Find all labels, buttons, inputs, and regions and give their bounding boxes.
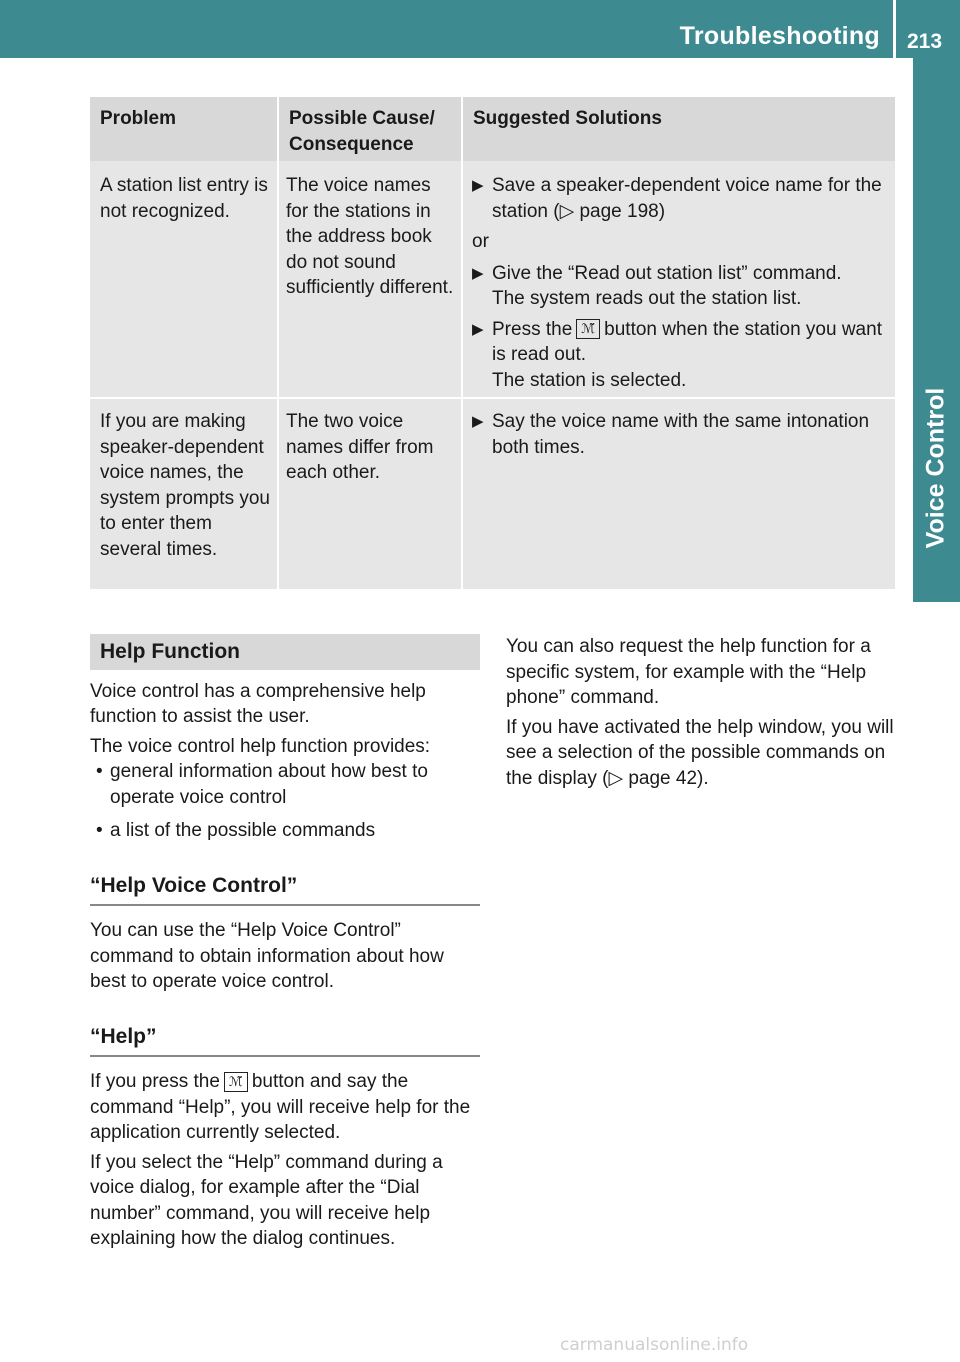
help-heading: “Help” — [90, 1009, 480, 1058]
solution-step: ▶ Say the voice name with the same intonation both times. — [472, 411, 870, 458]
table-row — [90, 397, 895, 589]
row2-solutions — [472, 409, 890, 465]
help-voice-control-heading: “Help Voice Control” — [90, 858, 480, 907]
paragraph: If you select the “Help” command during a voice dialog, for example after the “Dial number” command, you will receive help explaining how the dialog continues. — [90, 1151, 443, 1249]
bullet-item: • a list of the possible commands — [90, 818, 480, 844]
voice-key-icon: ℳ̃ — [224, 1072, 248, 1092]
section-title: Troubleshooting — [679, 22, 880, 50]
solution-step: ▶ Give the “Read out station list” command. The system reads out the station list. — [472, 262, 842, 309]
solution-step: ▶ Save a speaker-dependent voice name for the station (▷ page 198) — [472, 175, 882, 222]
troubleshooting-table — [90, 97, 895, 161]
table-header-row — [90, 97, 895, 161]
table-row — [90, 161, 895, 397]
or-text: or — [472, 231, 489, 252]
bullet-item: • general information about how best to operate voice control — [90, 759, 480, 810]
header-cause: Possible Cause/ Consequence — [277, 97, 461, 161]
solution-step: ▶ Press the ℳ̃ button when the station you want is read out. The station is selected. — [472, 318, 882, 391]
watermark: carmanualsonline.info — [560, 1335, 749, 1355]
row1-cause: The voice names for the stations in the address book do not sound sufficiently different. — [286, 175, 454, 298]
row2-problem: If you are making speaker-dependent voice names, the system prompts you to enter them several times. — [100, 411, 270, 560]
page-number: 213 — [907, 30, 943, 53]
side-tab-label: Voice Control — [921, 387, 950, 549]
row1-problem: A station list entry is not recognized. — [100, 175, 268, 222]
paragraph: Voice control has a comprehensive help function to assist the user. — [90, 680, 426, 727]
row2-cause: The two voice names differ from each other. — [286, 411, 434, 483]
right-column — [506, 634, 898, 795]
left-column — [90, 634, 480, 1256]
help-function-heading: Help Function — [90, 634, 480, 670]
arrow-icon: ▶ — [472, 264, 484, 282]
header-divider — [893, 0, 896, 58]
header-solutions: Suggested Solutions — [461, 97, 895, 161]
paragraph: You can use the “Help Voice Control” command to obtain information about how best to operate voice control. — [90, 920, 444, 992]
arrow-icon: ▶ — [472, 320, 484, 338]
arrow-icon: ▶ — [472, 177, 484, 194]
paragraph: The voice control help function provides: — [90, 735, 431, 757]
header-problem: Problem — [90, 97, 277, 161]
row1-solutions — [472, 173, 890, 398]
paragraph: If you press the ℳ̃ button and say the command “Help”, you will receive help for the application currently selected. — [90, 1071, 471, 1143]
paragraph: If you have activated the help window, you will see a selection of the possible commands on the display (▷ page 42). — [506, 716, 894, 789]
voice-key-icon: ℳ̃ — [576, 319, 600, 339]
paragraph: You can also request the help function for a specific system, for example with the “Help phone” command. — [506, 636, 871, 708]
arrow-icon: ▶ — [472, 413, 484, 430]
